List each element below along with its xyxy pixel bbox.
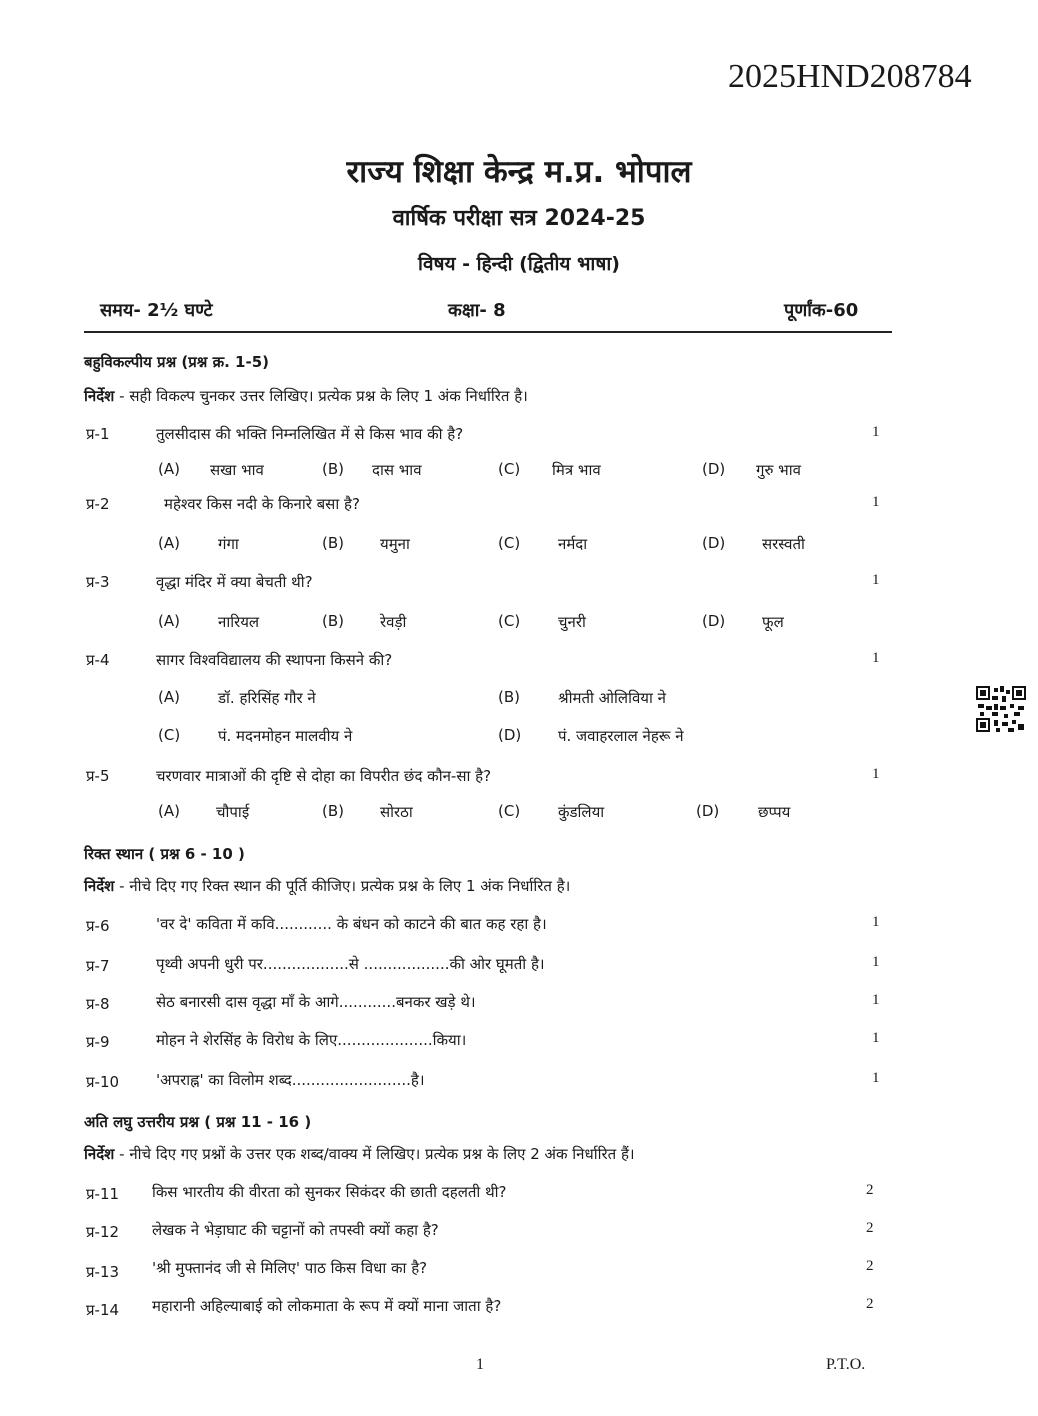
question-text: चरणवार मात्राओं की दृष्टि से दोहा का विपरीत छंद कौन-सा है? [156,767,492,785]
option-label: (B) [498,688,520,706]
option-label: (D) [498,726,522,744]
max-marks-label: पूर्णांक-60 [784,300,859,321]
option-label: (C) [498,802,521,820]
option-label: (D) [702,460,726,478]
option-label: (A) [158,534,180,552]
option-text: गंगा [218,535,239,553]
section-fill-blanks-directions: निर्देश - नीचे दिए गए रिक्त स्थान की पूर्ति कीजिए। प्रत्येक प्रश्न के लिए 1 अंक निर्धारित है। [84,877,571,895]
question-number: प्र-6 [86,917,110,935]
question-text: सागर विश्वविद्यालय की स्थापना किसने की? [156,651,393,669]
question-text: 'श्री मुफ्तानंद जी से मिलिए' पाठ किस विधा का है? [152,1259,428,1277]
subject-line: विषय - हिन्दी (द्वितीय भाषा) [418,253,620,275]
option-text: पं. मदनमोहन मालवीय ने [218,727,353,745]
option-label: (A) [158,612,180,630]
question-marks: 1 [872,572,880,588]
question-number: प्र-14 [86,1301,120,1319]
question-marks: 1 [872,954,880,970]
question-number: प्र-11 [86,1185,120,1203]
option-label: (C) [498,460,521,478]
question-marks: 1 [872,914,880,930]
question-number: प्र-12 [86,1223,120,1241]
option-label: (C) [158,726,181,744]
option-text: पं. जवाहरलाल नेहरू ने [558,727,684,745]
option-text: सरस्वती [762,535,805,553]
question-number: प्र-3 [86,573,110,591]
question-marks: 2 [866,1258,874,1274]
question-number: प्र-2 [86,495,110,513]
option-text: डॉ. हरिसिंह गौर ने [218,689,316,707]
question-number: प्र-8 [86,995,110,1013]
question-marks: 2 [866,1182,874,1198]
option-label: (C) [498,612,521,630]
option-text: यमुना [380,535,410,553]
option-label: (B) [322,612,344,630]
qr-code-icon [976,686,1026,732]
option-label: (D) [696,802,720,820]
option-text: फूल [762,613,784,631]
question-text: सेठ बनारसी दास वृद्धा माँ के आगे............बनकर खड़े थे। [156,993,476,1011]
question-text: किस भारतीय की वीरता को सुनकर सिकंदर की छाती दहलती थी? [152,1183,507,1201]
option-text: सोरठा [380,803,413,821]
option-label: (A) [158,802,180,820]
question-text: लेखक ने भेड़ाघाट की चट्टानों को तपस्वी क्यों कहा है? [152,1221,439,1239]
option-text: मित्र भाव [552,461,601,479]
class-label: कक्षा- 8 [448,300,506,321]
option-text: दास भाव [372,461,422,479]
question-text: वृद्धा मंदिर में क्या बेचती थी? [156,573,313,591]
question-text: पृथ्वी अपनी धुरी पर..................से ..................की ओर घूमती है। [156,955,545,973]
exam-title: वार्षिक परीक्षा सत्र 2024-25 [392,206,646,231]
option-text: चुनरी [558,613,586,631]
option-text: नारियल [218,613,260,631]
section-fill-blanks-heading: रिक्त स्थान ( प्रश्न 6 - 10 ) [84,845,245,863]
question-number: प्र-1 [86,425,110,443]
question-text: मोहन ने शेरसिंह के विरोध के लिए....................किया। [156,1031,467,1049]
question-number: प्र-5 [86,767,110,785]
question-marks: 1 [872,1030,880,1046]
section-mcq-directions: निर्देश - सही विकल्प चुनकर उत्तर लिखिए। प्रत्येक प्रश्न के लिए 1 अंक निर्धारित है। [84,387,528,405]
section-short-answer-directions: निर्देश - नीचे दिए गए प्रश्नों के उत्तर एक शब्द/वाक्य में लिखिए। प्रत्येक प्रश्न के लिए 2 अंक निर्धारित हैं। [84,1145,635,1163]
option-label: (C) [498,534,521,552]
question-marks: 1 [872,766,880,782]
option-label: (D) [702,612,726,630]
option-text: छप्पय [758,803,791,821]
question-text: तुलसीदास की भक्ति निम्नलिखित में से किस भाव की है? [156,425,464,443]
question-marks: 1 [872,992,880,1008]
question-text: 'वर दे' कविता में कवि............ के बंधन को काटने की बात कह रहा है। [156,915,547,933]
option-text: कुंडलिया [558,803,605,821]
question-number: प्र-13 [86,1263,120,1281]
time-label: समय- 2½ घण्टे [100,300,213,321]
question-number: प्र-9 [86,1033,110,1051]
question-text: महेश्वर किस नदी के किनारे बसा है? [164,495,360,513]
section-mcq-heading: बहुविकल्पीय प्रश्न (प्रश्न क्र. 1-5) [84,353,270,371]
option-text: श्रीमती ओलिविया ने [558,689,666,707]
page-number: 1 [476,1356,484,1373]
option-text: चौपाई [216,803,250,821]
question-text: महारानी अहिल्याबाई को लोकमाता के रूप में क्यों माना जाता है? [152,1297,502,1315]
question-marks: 1 [872,1070,880,1086]
question-text: 'अपराह्न' का विलोम शब्द.........................है। [156,1071,425,1089]
header-divider [84,331,892,333]
question-marks: 2 [866,1296,874,1312]
option-label: (A) [158,460,180,478]
question-number: प्र-10 [86,1073,120,1091]
option-text: नर्मदा [558,535,588,553]
option-label: (B) [322,534,344,552]
pto-label: P.T.O. [826,1356,866,1373]
question-marks: 1 [872,424,880,440]
question-marks: 1 [872,494,880,510]
document-code: 2025HND208784 [728,58,972,95]
question-number: प्र-4 [86,651,110,669]
question-number: प्र-7 [86,957,110,975]
option-text: गुरु भाव [756,461,801,479]
question-marks: 1 [872,650,880,666]
section-short-answer-heading: अति लघु उत्तरीय प्रश्न ( प्रश्न 11 - 16 ) [84,1113,312,1131]
page-title: राज्य शिक्षा केन्द्र म.प्र. भोपाल [346,154,692,190]
option-label: (B) [322,802,344,820]
option-text: रेवड़ी [380,613,407,631]
question-marks: 2 [866,1220,874,1236]
option-label: (A) [158,688,180,706]
option-label: (B) [322,460,344,478]
option-text: सखा भाव [210,461,264,479]
option-label: (D) [702,534,726,552]
